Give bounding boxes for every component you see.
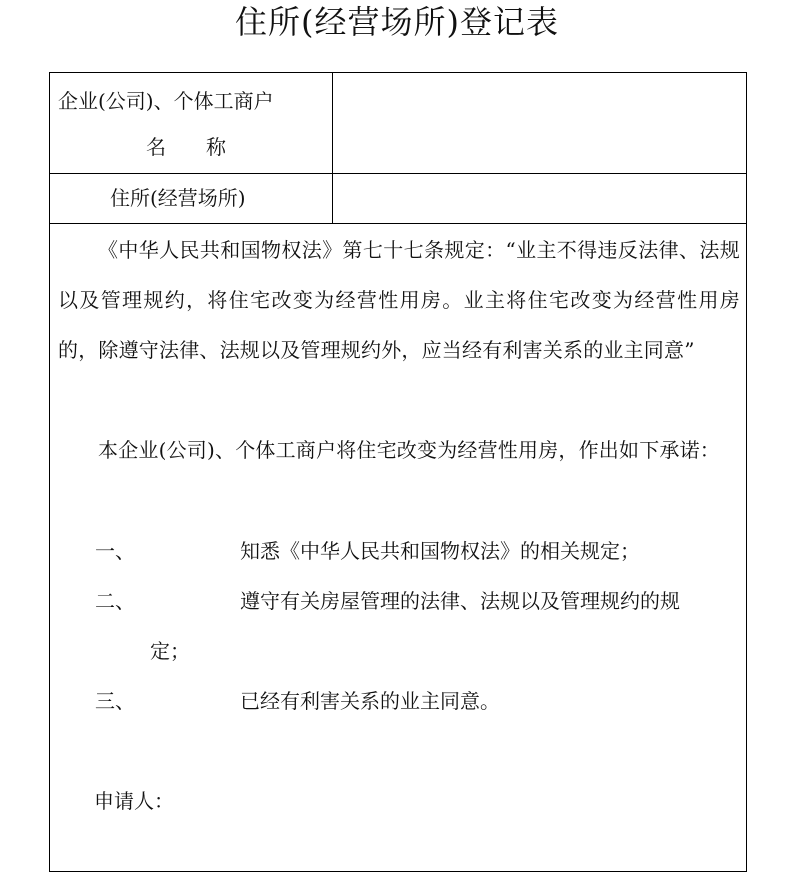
column-divider — [332, 73, 333, 223]
item-1-text: 知悉《中华人民共和国物权法》的相关规定； — [240, 539, 640, 563]
item-2-number: 二、 — [95, 589, 135, 613]
commitment-intro-paragraph: 本企业(公司)、个体工商户将住宅改变为经营性用房，作出如下承诺： — [98, 438, 721, 462]
law-quote-paragraph: 《中华人民共和国物权法》第七十七条规定：“业主不得违反法律、法规以及管理规约，将住宅改变为经营性用房。业主将住宅改变为经营性用房的，除遵守法律、法规以及管理规约外，应当经有利害关系的业主同意” — [58, 238, 740, 362]
document-title: 住所(经营场所)登记表 — [235, 3, 559, 41]
row-divider-1 — [50, 173, 746, 174]
item-3-number: 三、 — [95, 689, 135, 713]
address-label: 住所(经营场所) — [110, 186, 246, 210]
company-name-label-line2: 名 称 — [146, 135, 226, 159]
company-name-label-line1: 企业(公司)、个体工商户 — [58, 89, 274, 113]
item-1-number: 一、 — [95, 539, 135, 563]
registration-form — [49, 72, 747, 872]
item-2-text-line2: 定； — [150, 639, 190, 663]
item-2-text-line1: 遵守有关房屋管理的法律、法规以及管理规约的规 — [240, 589, 680, 613]
item-3-text: 已经有利害关系的业主同意。 — [240, 689, 500, 713]
row-divider-2 — [50, 223, 746, 224]
applicant-label: 申请人： — [94, 789, 174, 813]
